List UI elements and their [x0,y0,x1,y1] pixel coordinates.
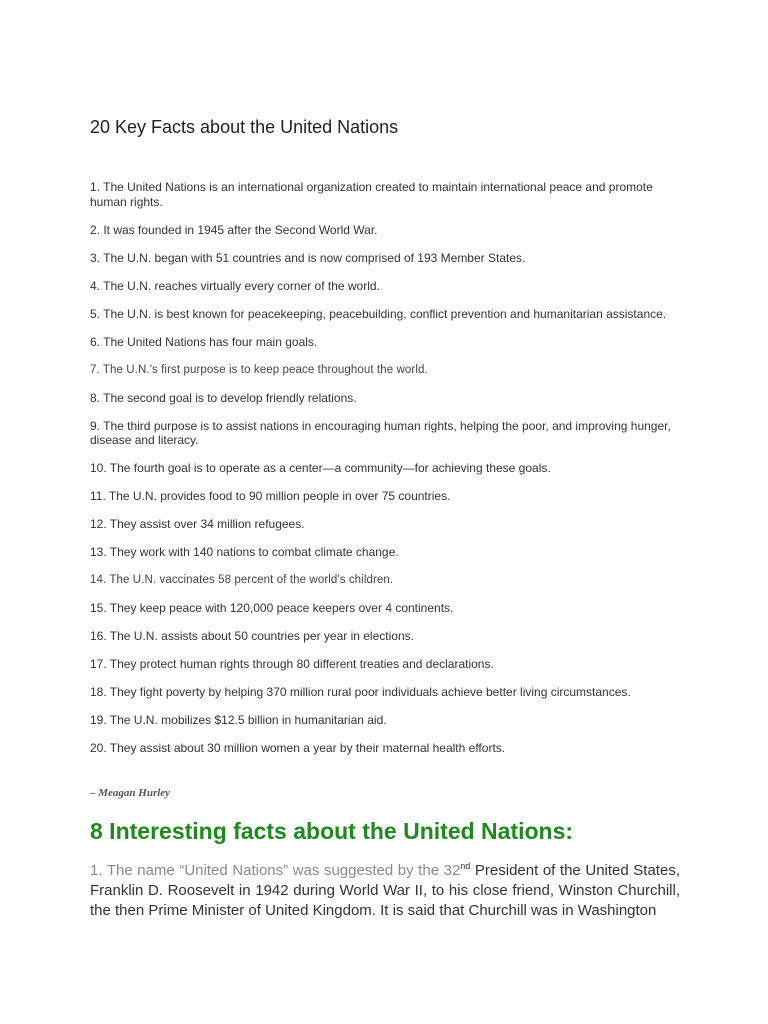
fact-item: 17. They protect human rights through 80 different treaties and declarations. [90,657,494,671]
fact-item: 9. The third purpose is to assist nations in encouraging human rights, helping the poor, and improving hunger, disease and literacy. [90,418,671,447]
fact-item: 11. The U.N. provides food to 90 million people in over 75 countries. [90,489,451,503]
fact-item: 18. They fight poverty by helping 370 million rural poor individuals achieve better living circumstances. [90,685,631,699]
fact-item: 1. The United Nations is an international organization created to maintain international peace and promote human rights. [90,180,653,209]
fact-item: 3. The U.N. began with 51 countries and is now comprised of 193 Member States. [90,250,526,265]
fact-item: 7. The U.N.'s first purpose is to keep peace throughout the world. [90,363,428,376]
fact-item: 12. They assist over 34 million refugees. [90,517,305,531]
fact-item: 13. They work with 140 nations to combat climate change. [90,545,399,559]
fact-item: 6. The United Nations has four main goals. [90,334,318,349]
fact-item: 14. The U.N. vaccinates 58 percent of the world's children. [90,574,394,586]
intro-paragraph [90,861,680,921]
fact-item: 16. The U.N. assists about 50 countries per year in elections. [90,629,414,643]
fact-item: 8. The second goal is to develop friendly relations. [90,390,357,405]
fact-item: 20. They assist about 30 million women a year by their maternal health efforts. [90,741,506,755]
paragraph-lead: 1. The name “United Nations” was suggested by the 32 [90,862,461,879]
ordinal-suffix: nd [460,861,471,871]
fact-item: 15. They keep peace with 120,000 peace keepers over 4 continents. [90,601,454,615]
fact-item: 5. The U.N. is best known for peacekeeping, peacebuilding, conflict prevention and humanitarian assistance. [90,306,667,321]
fact-item: 10. The fourth goal is to operate as a center—a community—for achieving these goals. [90,461,551,475]
fact-item: 2. It was founded in 1945 after the Second World War. [90,222,378,237]
page-title: 20 Key Facts about the United Nations [90,117,399,137]
section-heading: 8 Interesting facts about the United Nations: [90,818,574,844]
fact-item: 19. The U.N. mobilizes $12.5 billion in humanitarian aid. [90,713,387,727]
fact-item: 4. The U.N. reaches virtually every corner of the world. [90,278,380,293]
author-credit: – Meagan Hurley [90,787,171,799]
facts-list [90,180,680,769]
paragraph-rest: President of the United States, Franklin D. Roosevelt in 1942 during World War II, to his close friend, Winston Churchill, the then Prime Minister of United Kingdom. It is said that Churchill was in Washington [90,862,680,919]
